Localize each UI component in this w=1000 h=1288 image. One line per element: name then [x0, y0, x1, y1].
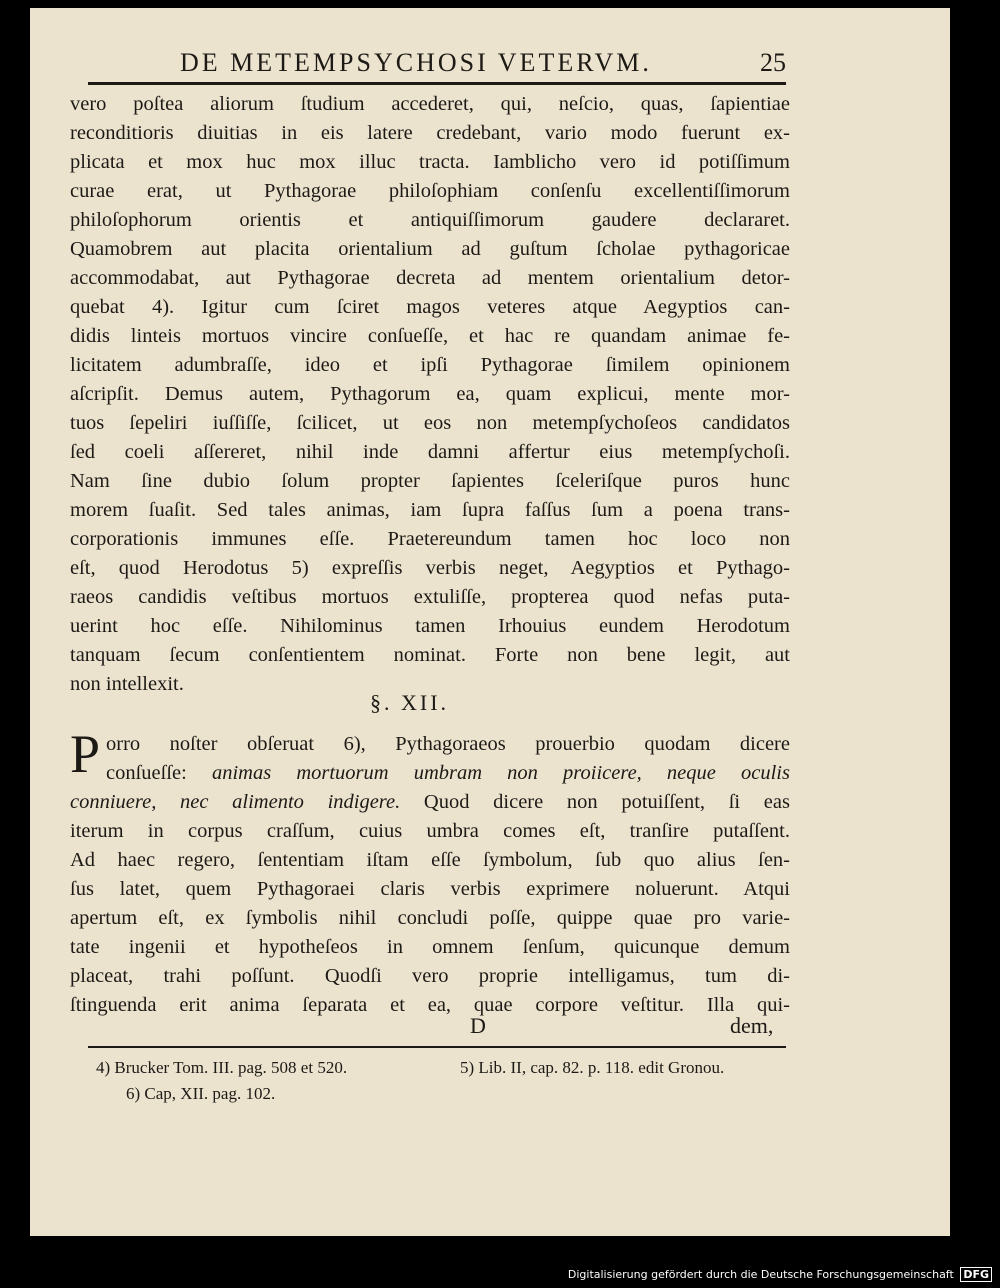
book-page	[30, 8, 950, 1236]
text-line: ſus latet, quem Pythagoraei claris verbis exprimere noluerunt. Atqui	[70, 878, 790, 900]
text-line: morem ſuaſit. Sed tales animas, iam ſupra faſſus ſum a poena trans-	[70, 499, 790, 521]
digitization-credit	[568, 1267, 992, 1282]
text-line: non intellexit.	[70, 673, 184, 695]
text-line	[70, 788, 790, 817]
text-line: Nam ſine dubio ſolum propter ſapientes ſceleriſque puros hunc	[70, 470, 790, 492]
text-line: eſt, quod Herodotus 5) expreſſis verbis neget, Aegyptios et Pythago-	[70, 557, 790, 579]
text-line: philoſophorum orientis et antiquiſſimorum gaudere declararet.	[70, 209, 790, 231]
text-line: didis linteis mortuos vincire conſueſſe, et hac re quandam animae fe-	[70, 325, 790, 347]
text-line: ſtinguenda erit anima ſeparata et ea, quae corpore veſtitur. Illa qui-	[70, 994, 790, 1016]
paragraph-1	[70, 90, 790, 699]
text-line: uerint hoc eſſe. Nihilominus tamen Irhouius eundem Herodotum	[70, 615, 790, 637]
catchword: dem,	[730, 1013, 774, 1038]
text-line: accommodabat, aut Pythagorae decreta ad mentem orientalium detor-	[70, 267, 790, 289]
text-line: quebat 4). Igitur cum ſciret magos veteres atque Aegyptios can-	[70, 296, 790, 318]
text-line: vero poſtea aliorum ſtudium accederet, qui, neſcio, quas, ſapientiae	[70, 93, 790, 115]
footnote-rule	[88, 1046, 786, 1048]
text-line: tate ingenii et hypotheſeos in omnem ſenſum, quicunque demum	[70, 936, 790, 958]
credit-text: Digitalisierung gefördert durch die Deutsche Forschungsgemeinschaft	[567, 1268, 954, 1281]
text-span: Quod dicere non potuiſſent, ſi eas	[400, 791, 790, 813]
text-line	[70, 759, 790, 788]
text-line: placeat, trahi poſſunt. Quodſi vero proprie intelligamus, tum di-	[70, 965, 790, 987]
text-line: orro noſter obſeruat 6), Pythagoraeos prouerbio quodam dicere	[106, 733, 790, 755]
page-number: 25	[760, 48, 786, 77]
text-line: Ad haec regero, ſententiam iſtam eſſe ſymbolum, ſub quo alius ſen-	[70, 849, 790, 871]
text-line: iterum in corpus craſſum, cuius umbra comes eſt, tranſire putaſſent.	[70, 820, 790, 842]
text-line: raeos candidis veſtibus mortuos extuliſſe, propterea quod nefas puta-	[70, 586, 790, 608]
text-line: plicata et mox huc mox illuc tracta. Iamblicho vero id potiſſimum	[70, 151, 790, 173]
text-span: conſueſſe:	[106, 762, 212, 784]
text-line: tuos ſepeliri iuſſiſſe, ſcilicet, ut eos non metempſychoſeos candidatos	[70, 412, 790, 434]
text-line: licitatem adumbraſſe, ideo et ipſi Pythagorae ſimilem opinionem	[70, 354, 790, 376]
text-line: Quamobrem aut placita orientalium ad guſtum ſcholae pythagoricae	[70, 238, 790, 260]
text-line: tanquam ſecum conſentientem nominat. Forte non bene legit, aut	[70, 644, 790, 666]
dfg-logo: DFG	[960, 1267, 992, 1282]
paragraph-2	[70, 724, 790, 1020]
text-line: apertum eſt, ex ſymbolis nihil concludi poſſe, quippe quae pro varie-	[70, 907, 790, 929]
text-line: aſcripſit. Demus autem, Pythagorum ea, quam explicui, mente mor-	[70, 383, 790, 405]
section-heading: §. XII.	[370, 690, 450, 715]
drop-cap: P	[70, 724, 101, 784]
footnote-4: 4) Brucker Tom. III. pag. 508 et 520.	[96, 1058, 348, 1077]
footnote-6: 6) Cap, XII. pag. 102.	[126, 1084, 276, 1103]
italic-quote: animas mortuorum umbram non proiicere, neque oculis	[211, 762, 790, 784]
italic-quote: conniuere, nec alimento indigere.	[70, 791, 401, 813]
signature-mark: D	[470, 1013, 486, 1038]
text-line: reconditioris diuitias in eis latere credebant, vario modo fuerunt ex-	[70, 122, 790, 144]
header-rule	[88, 82, 786, 85]
running-head: DE METEMPSYCHOSI VETERVM.	[180, 48, 652, 77]
footnote-5: 5) Lib. II, cap. 82. p. 118. edit Gronou.	[460, 1058, 725, 1077]
text-line: corporationis immunes eſſe. Praetereundum tamen hoc loco non	[70, 528, 790, 550]
text-line: ſed coeli aſſereret, nihil inde damni affertur eius metempſychoſi.	[70, 441, 790, 463]
text-line: curae erat, ut Pythagorae philoſophiam conſenſu excellentiſſimorum	[70, 180, 790, 202]
